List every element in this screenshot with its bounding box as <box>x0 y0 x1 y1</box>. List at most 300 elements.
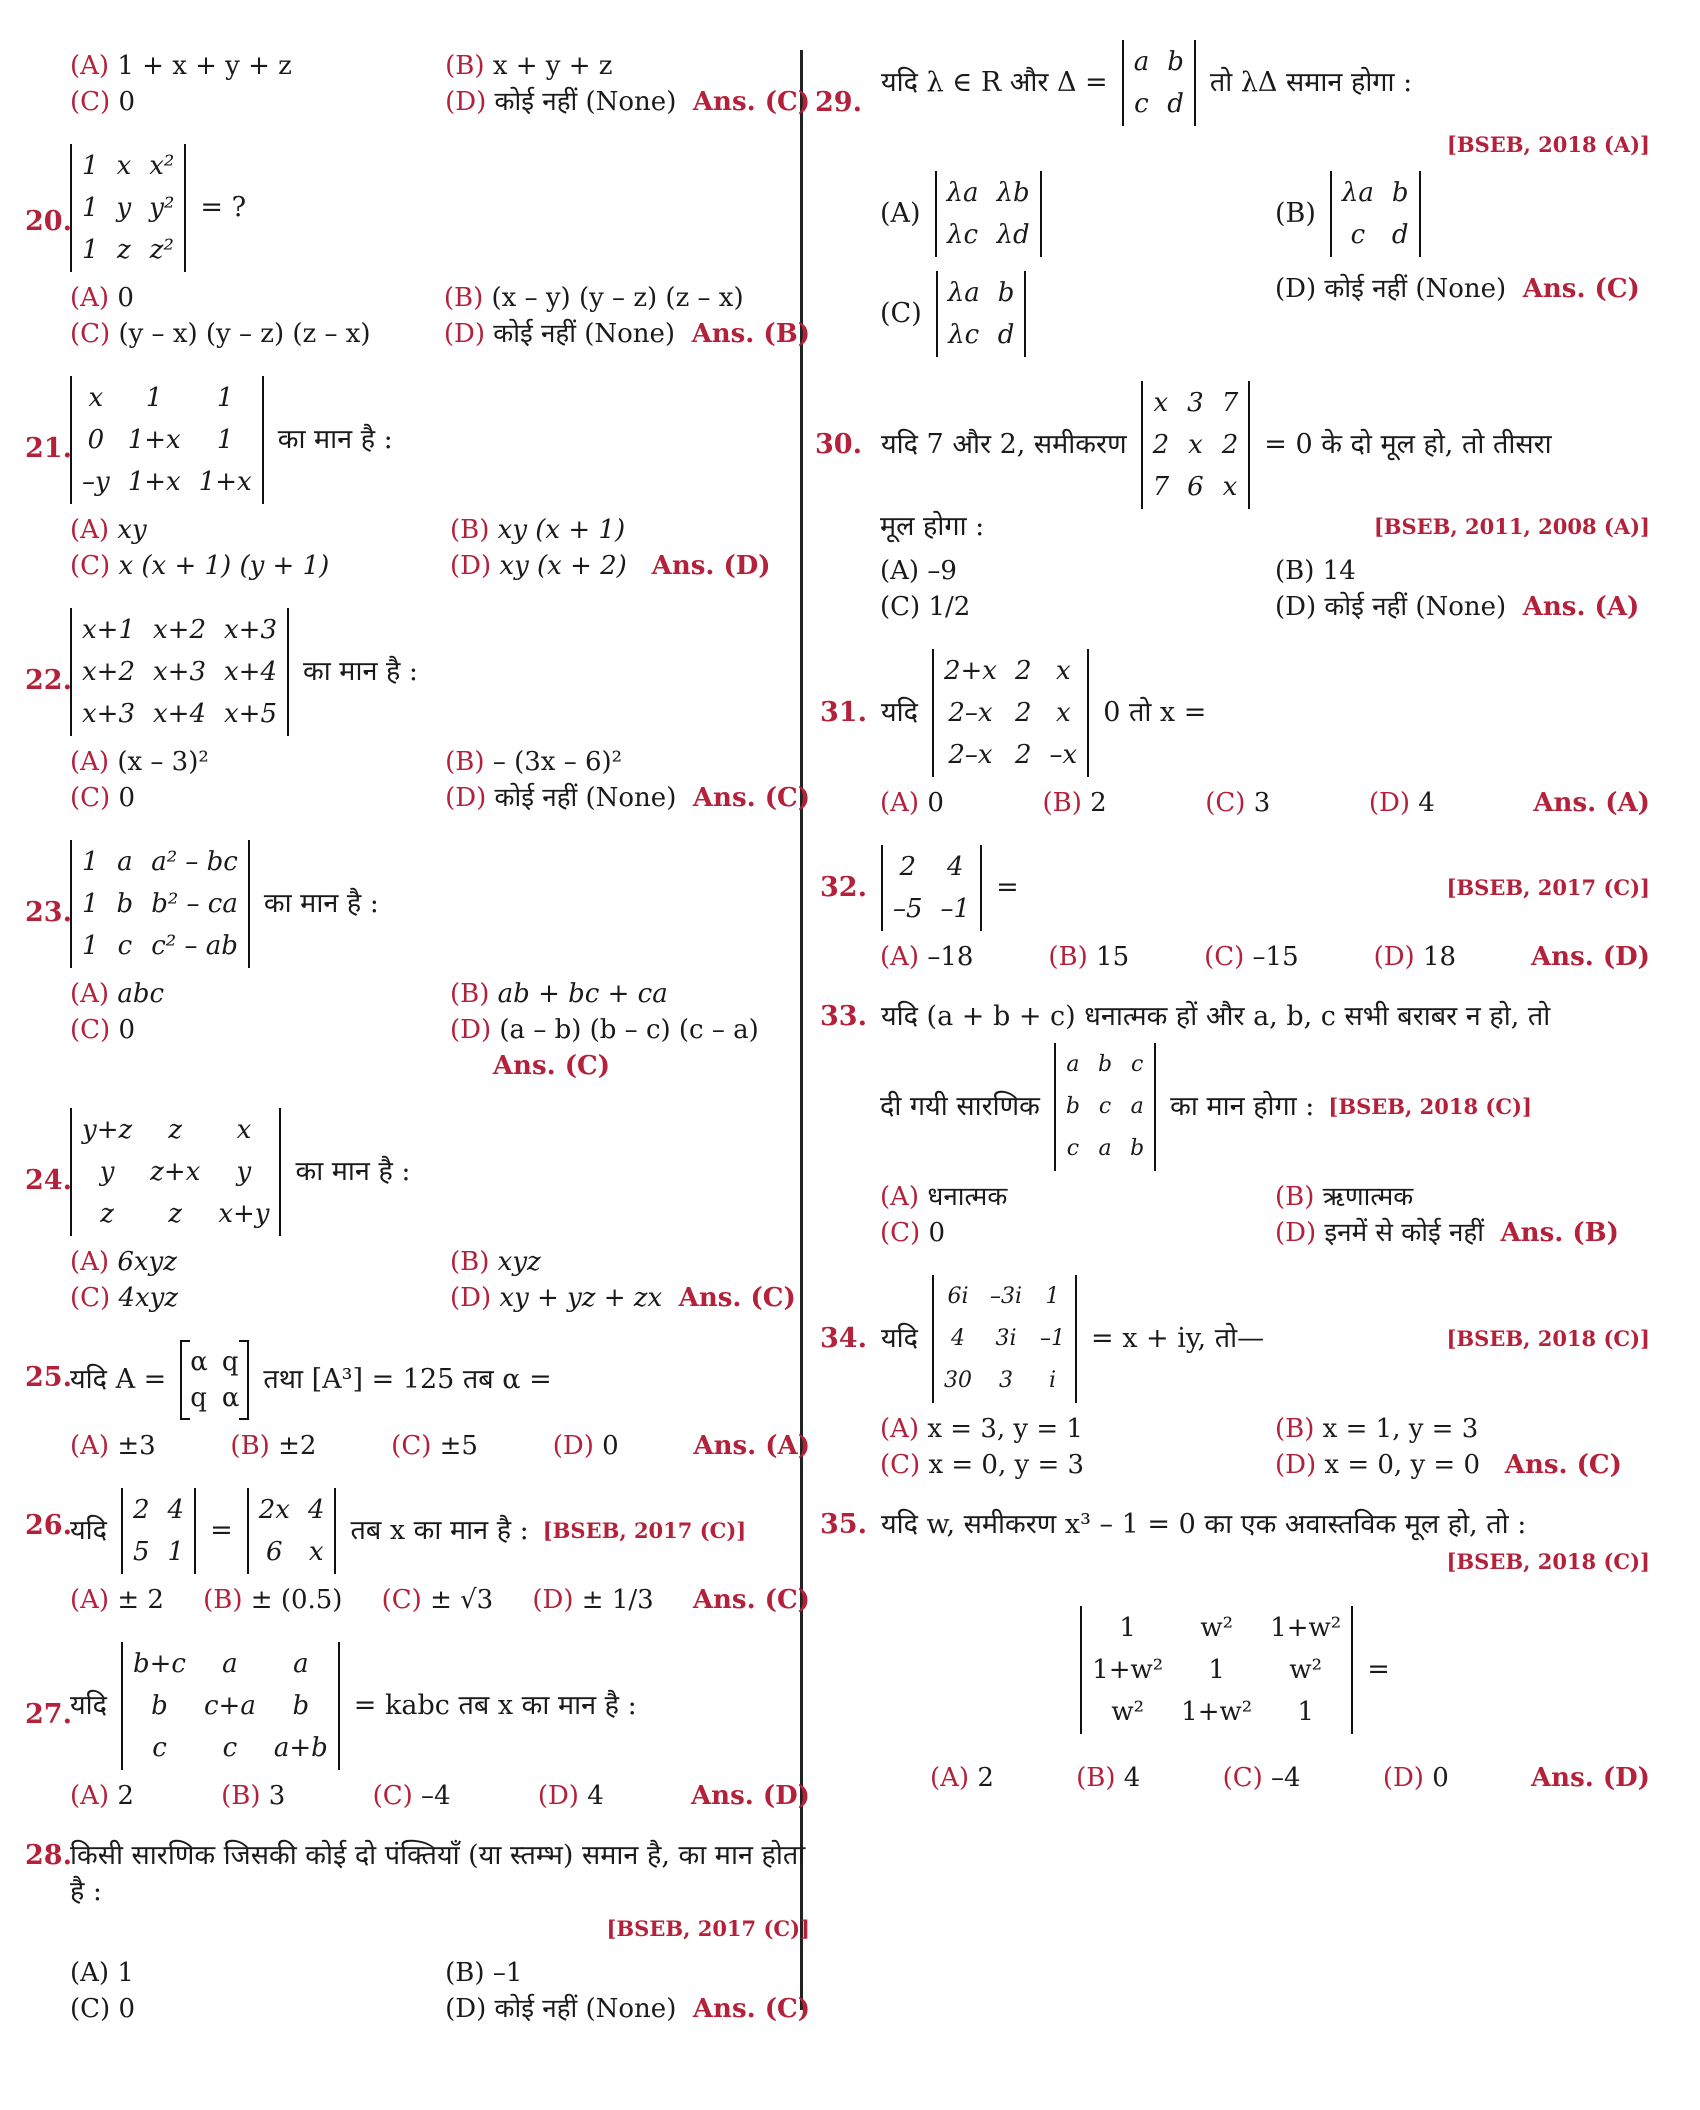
answer: Ans. (C) <box>1522 274 1640 304</box>
question-stem: यदि (a + b + c) धनात्मक हों और a, b, c सभी बराबर न हो, तो <box>880 1001 1551 1032</box>
det-cell: 3 <box>999 1368 1013 1393</box>
option-label: (B) <box>445 1958 485 1988</box>
option-label: (C) <box>880 1218 921 1248</box>
option-label: (C) <box>381 1585 422 1615</box>
det-cell: 1 <box>82 847 99 877</box>
det-cell: z <box>168 1199 183 1229</box>
det-cell: x+3 <box>153 657 206 687</box>
option-label: (B) <box>443 283 484 313</box>
det-cell: x+2 <box>82 657 135 687</box>
det-cell: z <box>100 1199 114 1229</box>
option-value: xyz <box>497 1247 541 1277</box>
det-cell: x <box>88 383 104 413</box>
option-label: (D) <box>1373 942 1415 972</box>
det-cell: 30 <box>943 1368 972 1393</box>
answer: Ans. (C) <box>492 1051 610 1081</box>
det-cell: a <box>293 1649 309 1679</box>
option-label: (C) <box>70 551 111 581</box>
det-cell: x <box>1188 430 1203 460</box>
option-value: 0 <box>602 1431 619 1461</box>
determinant <box>70 1108 281 1236</box>
det-cell: –1 <box>940 894 971 924</box>
option-label: (C) <box>70 1283 111 1313</box>
det-cell: 2 <box>1014 656 1032 686</box>
det-cell: λa <box>1341 178 1374 208</box>
det-cell: 1 <box>216 425 234 455</box>
det-cell: –y <box>82 467 110 497</box>
option-label: (C) <box>880 592 921 622</box>
question-21 <box>25 376 810 584</box>
option-label: (B) <box>1275 1182 1315 1212</box>
answer: Ans. (A) <box>1522 592 1640 622</box>
question-stem: यदि <box>880 1323 918 1354</box>
det-cell: a <box>1130 1094 1144 1119</box>
answer: Ans. (C) <box>692 1994 810 2024</box>
option-label: (B) <box>445 747 485 777</box>
question-28 <box>25 1838 810 2027</box>
option-label: (D) <box>445 783 487 813</box>
option-value: कोई नहीं (None) <box>493 319 676 349</box>
option-value: कोई नहीं (None) <box>1324 592 1507 622</box>
det-cell: 2–x <box>948 740 993 770</box>
option-label: (D) <box>450 1015 492 1045</box>
option-value: 0 <box>117 283 134 313</box>
exam-reference: [BSEB, 2018 (A)] <box>1446 132 1650 157</box>
answer: Ans. (A) <box>693 1431 810 1461</box>
option-label: (B) <box>1275 1414 1315 1444</box>
option-label: (D) <box>1275 1218 1317 1248</box>
option-label: (B) <box>1076 1763 1116 1793</box>
option-value: (y – x) (y – z) (z – x) <box>118 319 371 349</box>
det-cell: x² <box>149 151 175 181</box>
option-value: –15 <box>1252 942 1299 972</box>
det-cell: 2 <box>133 1495 150 1525</box>
option-label: (A) <box>880 198 921 229</box>
question-number: 23. <box>25 897 72 928</box>
exam-reference: [BSEB, 2011, 2008 (A)] <box>1373 514 1650 539</box>
det-cell: c <box>1098 1094 1112 1119</box>
option-value: 3 <box>1253 788 1271 818</box>
option-value: ± 1/3 <box>581 1585 654 1615</box>
option-value: 3 <box>268 1781 286 1811</box>
determinant <box>247 1488 337 1574</box>
option-label: (A) <box>70 1247 110 1277</box>
option-value: 1 + x + y + z <box>117 51 292 81</box>
det-cell: –x <box>1049 740 1078 770</box>
option-label: (C) <box>70 783 111 813</box>
question-number: 25. <box>25 1362 72 1393</box>
question-number: 28. <box>25 1840 72 1871</box>
option-label: (A) <box>880 788 920 818</box>
option-label: (C) <box>1204 942 1245 972</box>
option-value: ± √3 <box>430 1585 494 1615</box>
det-cell: 6i <box>947 1284 969 1309</box>
determinant <box>121 1488 196 1574</box>
determinant <box>881 845 982 931</box>
det-cell: c <box>1130 1052 1144 1077</box>
det-cell: 1 <box>1045 1284 1060 1309</box>
option-value: ab + bc + ca <box>497 979 668 1009</box>
option-value: 2 <box>117 1781 134 1811</box>
det-cell: x <box>116 151 132 181</box>
question-stem: यदि A = <box>70 1364 167 1395</box>
option-value: 0 <box>118 1994 135 2024</box>
question-24 <box>25 1108 810 1316</box>
det-cell: x <box>1056 656 1071 686</box>
option-label: (A) <box>880 942 920 972</box>
option-label: (D) <box>552 1431 594 1461</box>
option-label: (C) <box>880 298 922 329</box>
det-cell: x+3 <box>82 699 135 729</box>
option-value: –18 <box>927 942 974 972</box>
det-cell: 0 <box>87 425 105 455</box>
question-stem: का मान है : <box>295 1156 411 1187</box>
question-stem: = ? <box>200 192 247 223</box>
det-cell: x+4 <box>153 699 206 729</box>
matrix-cell: q <box>221 1347 239 1377</box>
question-stem: यदि w, समीकरण x³ – 1 = 0 का एक अवास्तविक मूल हो, तो : <box>880 1509 1527 1540</box>
question-stem: दी गयी सारणिक <box>880 1091 1040 1122</box>
question-stem: = <box>996 872 1019 903</box>
option-value: धनात्मक <box>927 1182 1008 1212</box>
det-cell: b <box>1065 1094 1080 1119</box>
det-cell: 1 <box>216 383 234 413</box>
det-cell: x <box>236 1115 252 1145</box>
question-33 <box>820 999 1650 1251</box>
determinant <box>936 271 1027 357</box>
det-cell: c <box>117 931 133 961</box>
determinant <box>1141 381 1251 509</box>
determinant <box>932 1275 1077 1403</box>
det-cell: c <box>152 1733 167 1763</box>
answer: Ans. (C) <box>1504 1450 1622 1480</box>
answer: Ans. (C) <box>692 87 810 117</box>
det-cell: 6 <box>266 1537 283 1567</box>
option-value: 0 <box>927 788 944 818</box>
determinant <box>121 1642 340 1770</box>
option-label: (C) <box>880 1450 921 1480</box>
option-value: कोई नहीं (None) <box>1324 274 1507 304</box>
question-number: 33. <box>820 1001 867 1032</box>
det-cell: 4 <box>947 852 964 882</box>
det-cell: b+c <box>133 1649 186 1679</box>
question-stem: = kabc तब x का मान है : <box>353 1690 637 1721</box>
option-value: x = 0, y = 0 <box>1324 1450 1480 1480</box>
option-label: (D) <box>450 551 492 581</box>
right-column <box>815 40 1650 1820</box>
det-cell: w² <box>1200 1613 1234 1643</box>
determinant <box>70 376 264 504</box>
question-35 <box>820 1507 1650 1796</box>
determinant <box>70 840 250 968</box>
det-cell: b <box>997 278 1015 308</box>
option-value: x = 3, y = 1 <box>927 1414 1083 1444</box>
question-stem: यदि λ ∈ R और Δ = <box>880 67 1108 98</box>
det-cell: c <box>1066 1136 1080 1161</box>
option-label: (A) <box>70 747 110 777</box>
option-value: xy + yz + zx <box>499 1283 663 1313</box>
answer: Ans. (D) <box>1531 1763 1650 1793</box>
det-cell: 3 <box>1187 388 1204 418</box>
option-label: (C) <box>1222 1763 1263 1793</box>
det-cell: x+5 <box>224 699 277 729</box>
det-cell: 7 <box>1221 388 1239 418</box>
question-number: 32. <box>820 872 867 903</box>
det-cell: x+4 <box>224 657 277 687</box>
option-value: –9 <box>927 556 957 586</box>
option-label: (A) <box>70 515 110 545</box>
option-label: (B) <box>230 1431 270 1461</box>
det-cell: b <box>1167 47 1184 77</box>
answer: Ans. (B) <box>691 319 810 349</box>
question-29 <box>815 40 1650 357</box>
exam-reference: [BSEB, 2018 (C)] <box>1446 1549 1650 1574</box>
det-cell: 2–x <box>948 698 993 728</box>
option-value: – (3x – 6)² <box>492 747 623 777</box>
det-cell: x+3 <box>224 615 277 645</box>
det-cell: b <box>1130 1136 1145 1161</box>
det-cell: 3i <box>995 1326 1017 1351</box>
det-cell: –5 <box>892 894 923 924</box>
option-value: x (x + 1) (y + 1) <box>118 551 330 581</box>
answer: Ans. (C) <box>678 1283 796 1313</box>
question-25 <box>25 1340 810 1464</box>
det-cell: –1 <box>1040 1326 1066 1351</box>
det-cell: 4 <box>950 1326 965 1351</box>
option-label: (D) <box>1382 1763 1424 1793</box>
det-cell: 2x <box>258 1495 290 1525</box>
option-label: (A) <box>880 1414 920 1444</box>
option-label: (C) <box>70 87 111 117</box>
question-number: 20. <box>25 206 72 237</box>
option-label: (A) <box>880 1182 920 1212</box>
option-label: (A) <box>70 1958 110 1988</box>
question-number: 26. <box>25 1510 72 1541</box>
det-cell: λc <box>947 220 979 250</box>
det-cell: d <box>997 320 1015 350</box>
option-value: 14 <box>1322 556 1356 586</box>
option-value: 0 <box>928 1218 945 1248</box>
det-cell: b <box>1097 1052 1113 1077</box>
question-19-tail <box>70 48 810 120</box>
option-value: 18 <box>1422 942 1457 972</box>
det-cell: x <box>1153 388 1169 418</box>
option-label: (D) <box>537 1781 579 1811</box>
question-stem: तब x का मान है : <box>350 1515 529 1546</box>
option-value: (x – y) (y – z) (z – x) <box>491 283 744 313</box>
question-number: 31. <box>820 697 867 728</box>
det-cell: λb <box>996 178 1030 208</box>
option-value: 4 <box>1418 788 1435 818</box>
option-label: (C) <box>70 1015 111 1045</box>
det-cell: 1 <box>82 931 99 961</box>
option-value: xy (x + 2) <box>499 551 627 581</box>
question-number: 35. <box>820 1509 867 1540</box>
option-value: कोई नहीं (None) <box>494 1994 677 2024</box>
question-stem: का मान होगा : <box>1170 1091 1315 1122</box>
option-label: (B) <box>221 1781 261 1811</box>
exam-reference: [BSEB, 2017 (C)] <box>606 1916 810 1941</box>
det-cell: 2 <box>1014 698 1032 728</box>
option-value: ±5 <box>439 1431 478 1461</box>
option-value: ± 2 <box>117 1585 164 1615</box>
det-cell: 1+w² <box>1181 1697 1253 1727</box>
option-value: –4 <box>421 1781 451 1811</box>
det-cell: z <box>168 1115 183 1145</box>
question-stem: = 0 के दो मूल हो, तो तीसरा <box>1264 429 1552 460</box>
option-label: (A) <box>70 979 110 1009</box>
option-label: (D) <box>450 1283 492 1313</box>
question-stem: यदि 7 और 2, समीकरण <box>880 429 1127 460</box>
det-cell: 1 <box>1297 1697 1314 1727</box>
question-stem: मूल होगा : <box>880 511 985 542</box>
det-cell: x+2 <box>153 615 206 645</box>
question-number: 29. <box>815 87 862 118</box>
question-stem: तो λΔ समान होगा : <box>1209 67 1413 98</box>
question-stem: का मान है : <box>263 888 379 919</box>
exam-reference: [BSEB, 2018 (C)] <box>1446 1326 1650 1351</box>
question-number: 27. <box>25 1699 72 1730</box>
question-30 <box>815 381 1650 625</box>
option-label: (B) <box>1275 198 1316 229</box>
det-cell: y+z <box>82 1115 133 1145</box>
det-cell: y <box>99 1157 115 1187</box>
option-value: 4 <box>1123 1763 1141 1793</box>
option-value: 15 <box>1096 942 1130 972</box>
option-label: (A) <box>70 283 110 313</box>
option-value: 0 <box>118 783 135 813</box>
det-cell: y² <box>149 193 175 223</box>
question-31 <box>820 649 1650 821</box>
det-cell: 1 <box>1208 1655 1225 1685</box>
option-value: इनमें से कोई नहीं <box>1324 1218 1484 1248</box>
det-cell: b <box>116 889 134 919</box>
det-cell: c+a <box>204 1691 256 1721</box>
left-column <box>25 40 810 2051</box>
exam-reference: [BSEB, 2017 (C)] <box>1446 875 1650 900</box>
det-cell: a <box>1066 1052 1080 1077</box>
matrix-cell: α <box>221 1383 240 1413</box>
det-cell: 1+w² <box>1092 1655 1164 1685</box>
option-value: 2 <box>977 1763 994 1793</box>
det-cell: 7 <box>1152 472 1170 502</box>
det-cell: z² <box>149 235 174 265</box>
option-label: (B) <box>450 515 490 545</box>
answer: Ans. (A) <box>1533 788 1650 818</box>
det-cell: 1 <box>1119 1613 1136 1643</box>
question-stem: तथा [A³] = 125 तब α = <box>263 1364 552 1395</box>
option-label: (D) <box>445 1994 487 2024</box>
det-cell: 5 <box>133 1537 150 1567</box>
option-label: (C) <box>372 1781 413 1811</box>
option-label: (A) <box>70 1431 110 1461</box>
det-cell: 4 <box>167 1495 185 1525</box>
option-label: (D) <box>532 1585 574 1615</box>
option-value: 0 <box>1432 1763 1449 1793</box>
det-cell: d <box>1391 220 1409 250</box>
det-cell: λc <box>948 320 980 350</box>
exam-reference: [BSEB, 2018 (C)] <box>1328 1094 1532 1119</box>
det-cell: x+1 <box>82 615 135 645</box>
det-cell: –3i <box>989 1284 1023 1309</box>
question-number: 24. <box>25 1165 72 1196</box>
matrix-cell: α <box>190 1347 208 1377</box>
question-stem: = x + iy, तो— <box>1091 1323 1265 1354</box>
det-cell: x <box>1222 472 1238 502</box>
option-value: x + y + z <box>492 51 613 81</box>
det-cell: z+x <box>150 1157 201 1187</box>
det-cell: a² – bc <box>151 847 238 877</box>
option-value: ±3 <box>117 1431 156 1461</box>
question-number: 21. <box>25 433 72 464</box>
det-cell: 4 <box>307 1495 325 1525</box>
question-stem: 0 तो x = <box>1103 697 1207 728</box>
question-stem: किसी सारणिक जिसकी कोई दो पंक्तियाँ (या स्तम्भ) समान है, का मान होता है : <box>70 1840 806 1907</box>
option-value: 6xyz <box>117 1247 177 1277</box>
question-stem: का मान है : <box>303 656 419 687</box>
det-cell: 2 <box>1152 430 1170 460</box>
answer: Ans. (D) <box>691 1781 810 1811</box>
matrix <box>180 1340 249 1420</box>
det-cell: b <box>292 1691 310 1721</box>
option-value: 1 <box>117 1958 134 1988</box>
det-cell: 1 <box>82 193 99 223</box>
option-label: (A) <box>70 1585 110 1615</box>
det-cell: i <box>1049 1368 1057 1393</box>
det-cell: 1+x <box>198 467 252 497</box>
option-value: 4 <box>587 1781 604 1811</box>
det-cell: d <box>1167 89 1184 119</box>
det-cell: w² <box>1111 1697 1144 1727</box>
question-stem: यदि <box>880 697 918 728</box>
det-cell: λa <box>946 178 979 208</box>
det-cell: λd <box>996 220 1030 250</box>
option-value: xy (x + 1) <box>497 515 626 545</box>
det-cell: 1+w² <box>1270 1613 1342 1643</box>
det-cell: a <box>117 847 133 877</box>
question-stem: का मान है : <box>277 424 393 455</box>
determinant <box>70 608 289 736</box>
option-label: (C) <box>391 1431 432 1461</box>
det-cell: 2 <box>899 852 917 882</box>
det-cell: z <box>117 235 131 265</box>
option-label: (D) <box>1275 1450 1317 1480</box>
det-cell: 2 <box>1221 430 1239 460</box>
option-value: ±2 <box>278 1431 317 1461</box>
option-value: 0 <box>118 1015 135 1045</box>
det-cell: 6 <box>1187 472 1204 502</box>
option-label: (B) <box>1048 942 1088 972</box>
det-cell: 1+x <box>127 467 181 497</box>
det-cell: 2 <box>1014 740 1032 770</box>
det-cell: y <box>116 193 132 223</box>
question-stem: = <box>1367 1654 1390 1685</box>
answer: Ans. (B) <box>1500 1218 1619 1248</box>
option-value: x = 1, y = 3 <box>1322 1414 1479 1444</box>
determinant <box>1054 1043 1156 1171</box>
det-cell: a+b <box>273 1733 328 1763</box>
option-value: ऋणात्मक <box>1322 1182 1414 1212</box>
option-label: (B) <box>203 1585 243 1615</box>
option-label: (C) <box>70 319 111 349</box>
det-cell: x <box>1056 698 1071 728</box>
option-label: (B) <box>450 1247 490 1277</box>
det-cell: 1 <box>145 383 163 413</box>
option-value: xy <box>117 515 147 545</box>
determinant <box>935 171 1042 257</box>
question-27 <box>25 1642 810 1814</box>
option-value: 2 <box>1090 788 1107 818</box>
